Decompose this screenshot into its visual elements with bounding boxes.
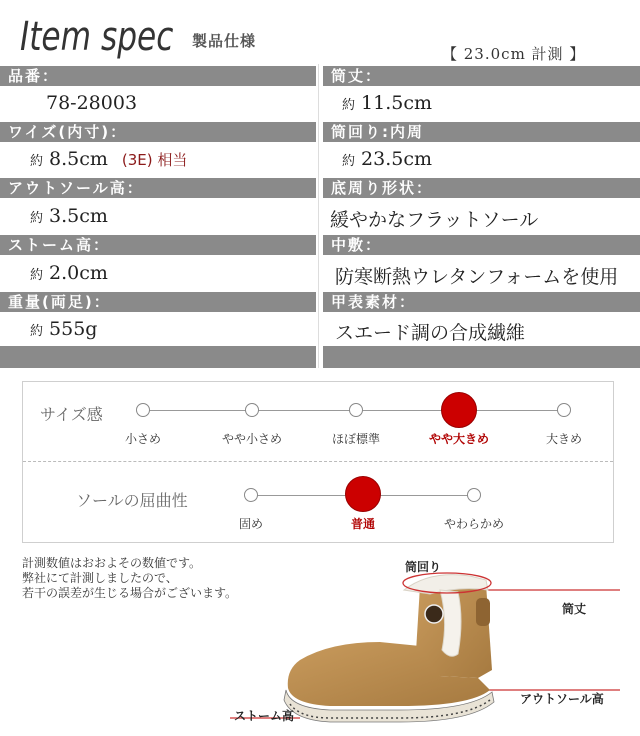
measure-note: 【 23.0cm 計測 】 bbox=[442, 45, 586, 63]
size-feel-selected-dot bbox=[441, 392, 477, 428]
spec-header-weight: 重量(両足)： bbox=[0, 292, 316, 312]
flex-selected-dot bbox=[345, 476, 381, 512]
side-strap bbox=[476, 598, 490, 626]
spec-footer-bar-right bbox=[323, 346, 640, 368]
approx-prefix: 約 bbox=[30, 324, 44, 339]
note-line: 弊社にて計測しましたので、 bbox=[22, 571, 178, 585]
boot-diagram bbox=[0, 550, 640, 736]
spec-value-insole: 防寒断熱ウレタンフォームを使用 bbox=[335, 266, 619, 288]
column-divider bbox=[318, 64, 319, 368]
spec-value-product-no bbox=[46, 92, 137, 114]
flex-option-soft: やわらかめ bbox=[443, 517, 505, 531]
spec-value-outsole-height bbox=[30, 205, 108, 227]
spec-header-outsole-height: アウトソール高： bbox=[0, 178, 316, 198]
size-feel-option-dot bbox=[557, 403, 571, 417]
spec-value-text: 2.0cm bbox=[49, 262, 108, 284]
size-feel-option-slightly-small: やや小さめ bbox=[221, 432, 283, 446]
spec-value-text: 3.5cm bbox=[49, 205, 108, 227]
size-feel-option-large: 大きめ bbox=[545, 432, 583, 446]
spec-header-storm-height: ストーム高： bbox=[0, 235, 316, 255]
size-feel-option-standard: ほぼ標準 bbox=[331, 432, 381, 446]
page-title: Item spec bbox=[20, 14, 174, 60]
spec-header-sole-shape: 底周り形状： bbox=[323, 178, 640, 198]
spec-value-shaft-circumference bbox=[342, 148, 432, 170]
approx-prefix: 約 bbox=[30, 154, 44, 169]
size-feel-option-dot bbox=[349, 403, 363, 417]
spec-header-product-no: 品番： bbox=[0, 66, 316, 86]
size-feel-option-dot bbox=[245, 403, 259, 417]
label-circumference: 筒回り bbox=[405, 560, 442, 574]
spec-footer-bar-left bbox=[0, 346, 316, 368]
spec-value-text: 555g bbox=[49, 318, 98, 340]
spec-header-width: ワイズ(内寸)： bbox=[0, 122, 316, 142]
approx-prefix: 約 bbox=[30, 211, 44, 226]
note-line: 計測数値はおおよその数値です。 bbox=[22, 556, 202, 570]
spec-value-storm-height bbox=[30, 262, 108, 284]
spec-value-text: 23.5cm bbox=[361, 148, 432, 170]
size-feel-label: サイズ感 bbox=[40, 405, 103, 424]
side-badge bbox=[425, 605, 443, 623]
spec-value-text: 8.5cm bbox=[49, 148, 108, 170]
page-subtitle: 製品仕様 bbox=[192, 32, 257, 50]
approx-prefix: 約 bbox=[342, 154, 356, 169]
size-feel-option-dot bbox=[136, 403, 150, 417]
flex-label: ソールの屈曲性 bbox=[76, 491, 188, 510]
spec-value-upper-material: スエード調の合成繊維 bbox=[335, 322, 526, 344]
flex-option-dot bbox=[244, 488, 258, 502]
spec-value-weight bbox=[30, 318, 97, 340]
size-feel-option-small: 小さめ bbox=[124, 432, 162, 446]
rating-panel bbox=[22, 381, 614, 543]
approx-prefix: 約 bbox=[30, 268, 44, 283]
spec-header-insole: 中敷： bbox=[323, 235, 640, 255]
rating-divider bbox=[23, 461, 613, 462]
flex-option-firm: 固め bbox=[238, 517, 264, 531]
flex-option-normal: 普通 bbox=[350, 517, 376, 531]
size-feel-option-slightly-large: やや大きめ bbox=[428, 432, 490, 446]
label-storm-height: ストーム高 bbox=[234, 709, 295, 723]
spec-header-shaft-circumference: 筒回り:内周 bbox=[323, 122, 640, 142]
spec-header-shaft-height: 筒丈： bbox=[323, 66, 640, 86]
flex-option-dot bbox=[467, 488, 481, 502]
spec-header-upper-material: 甲表素材： bbox=[323, 292, 640, 312]
spec-value-shaft-height bbox=[342, 92, 432, 114]
label-shaft-height: 筒丈 bbox=[562, 602, 587, 616]
approx-prefix: 約 bbox=[342, 98, 356, 113]
spec-value-width bbox=[30, 148, 187, 170]
spec-value-sole-shape: 緩やかなフラットソール bbox=[330, 209, 539, 231]
label-outsole-height: アウトソール高 bbox=[520, 692, 604, 706]
note-line: 若干の誤差が生じる場合がございます。 bbox=[22, 586, 238, 600]
spec-value-text: 78-28003 bbox=[46, 92, 138, 114]
spec-value-text: 11.5cm bbox=[361, 92, 432, 114]
width-note: (3E) 相当 bbox=[121, 151, 188, 169]
